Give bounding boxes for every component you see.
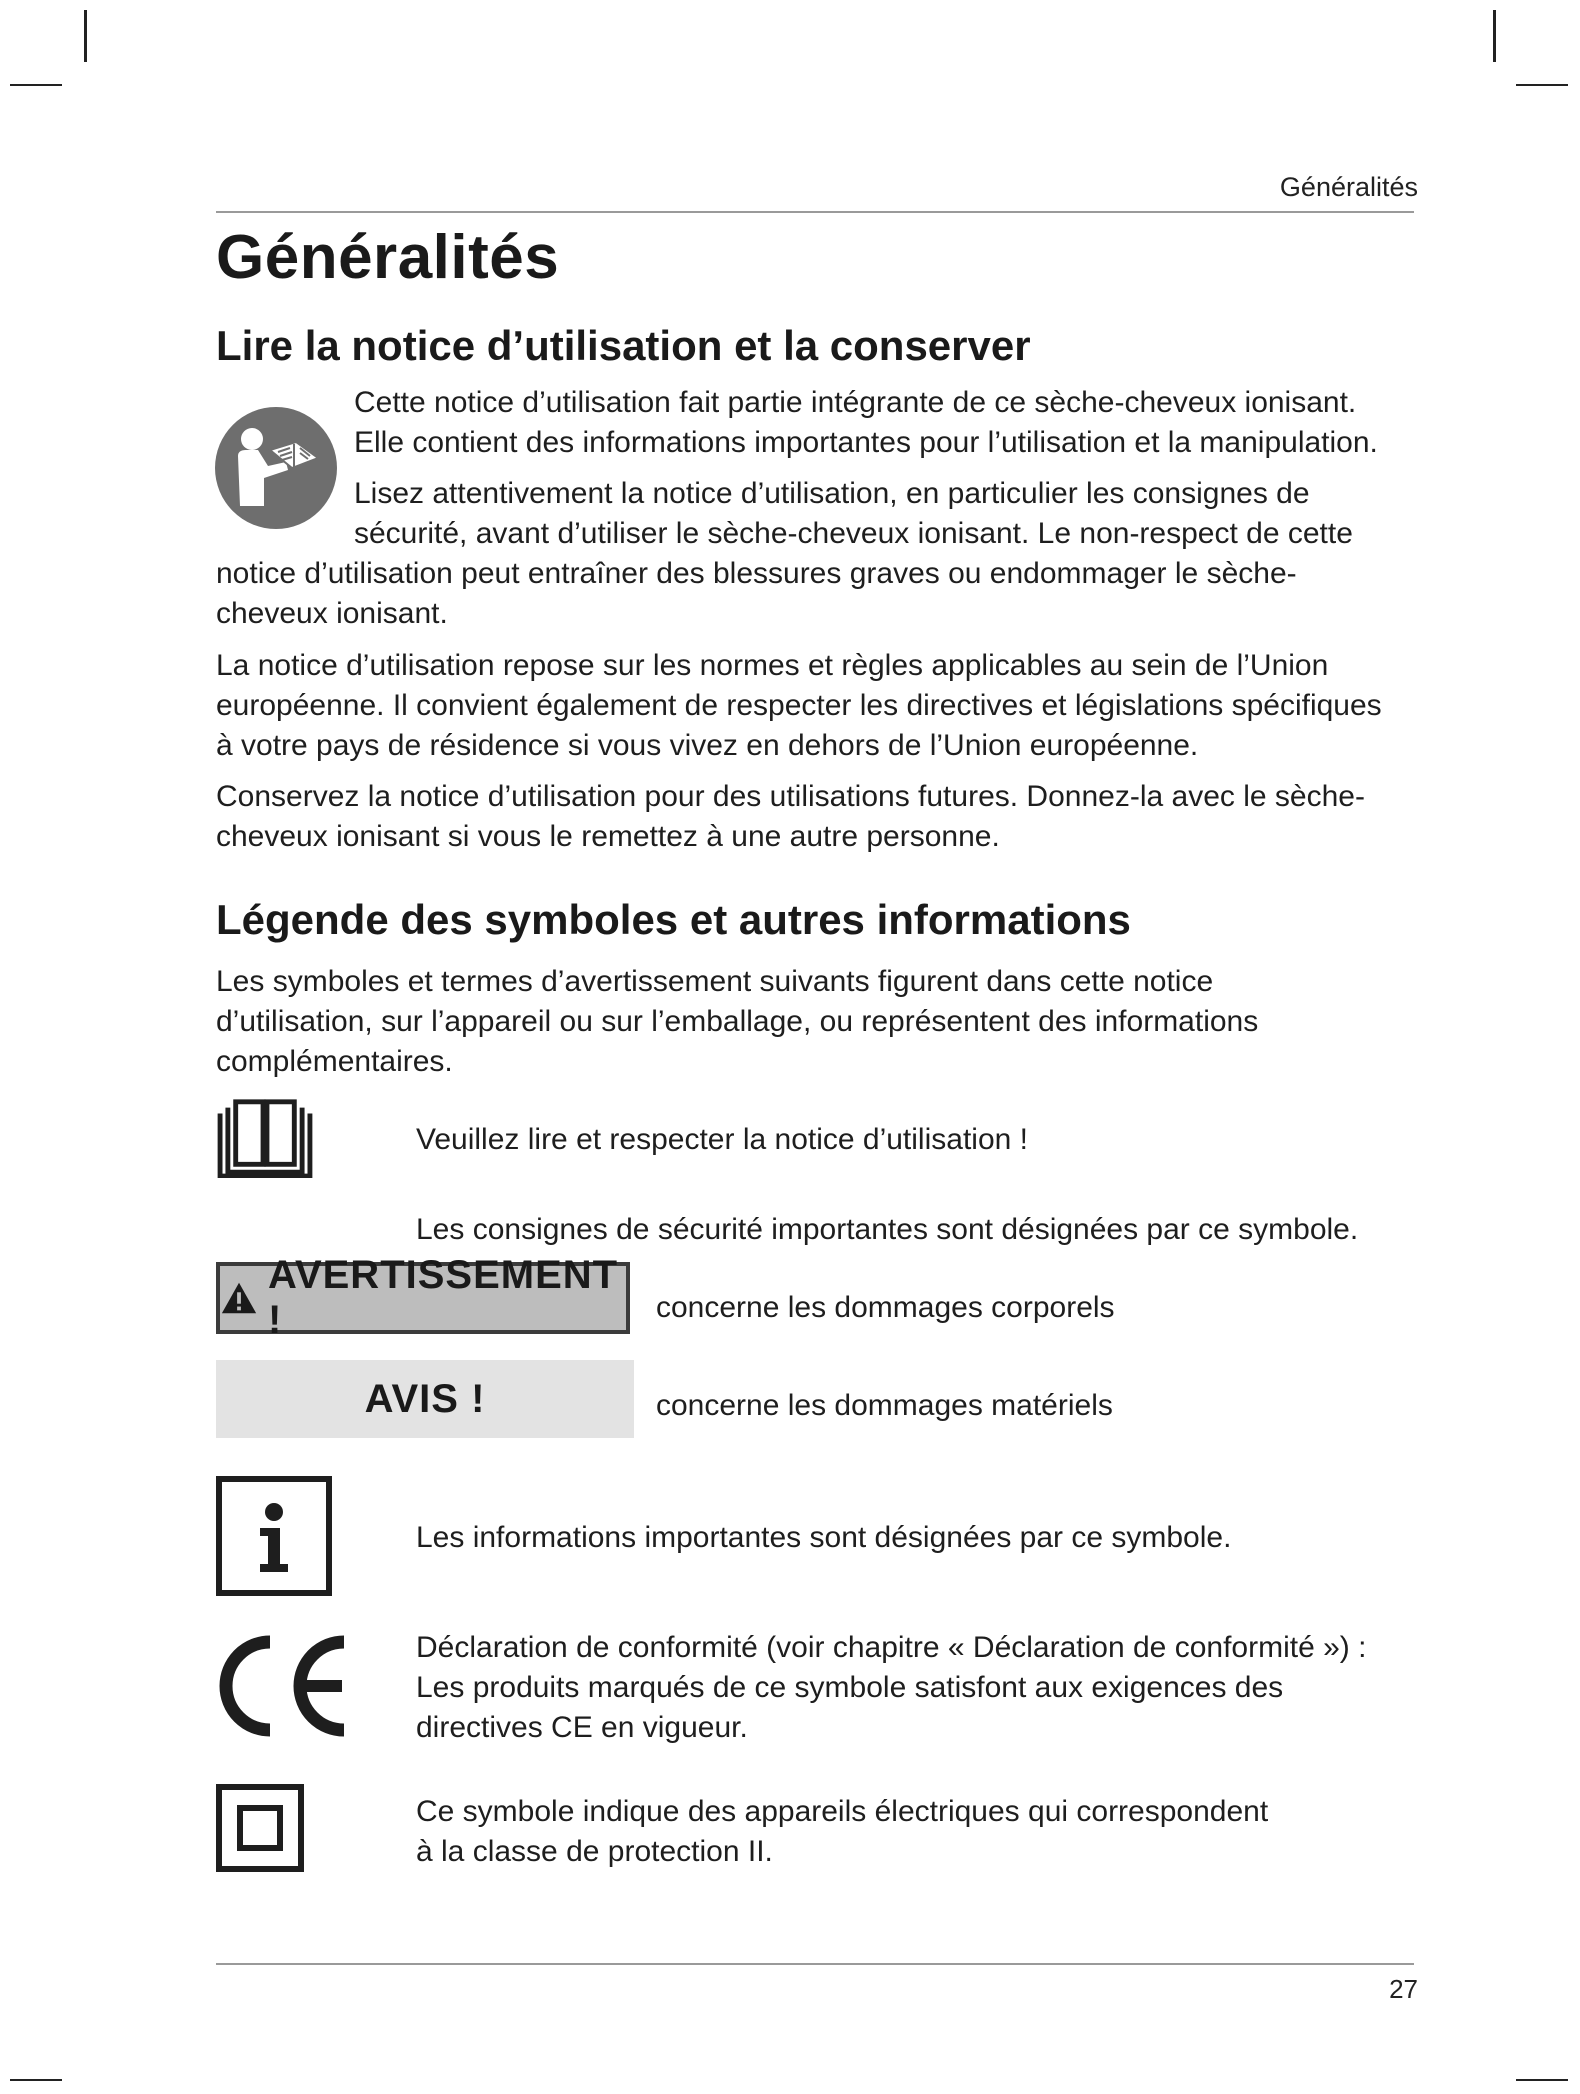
text-line: européenne. Il convient également de respecter les directives et législations spécifiques: [216, 689, 1382, 722]
class2-text: [416, 1792, 1268, 1872]
text-line: Les symboles et termes d’avertissement suivants figurent dans cette notice: [216, 965, 1214, 998]
read-carefully-paragraph: [216, 474, 1353, 634]
text-line: Les produits marqués de ce symbole satisfont aux exigences des: [416, 1671, 1284, 1704]
safety-intro-text: Les consignes de sécurité importantes sont désignées par ce symbole.: [416, 1213, 1359, 1246]
crop-mark: [10, 2079, 62, 2081]
warning-label-box: [216, 1253, 630, 1342]
warning-triangle-icon: [220, 1280, 258, 1316]
page-number: 27: [1389, 1974, 1418, 2004]
text-line: sécurité, avant d’utiliser le sèche-cheveux ionisant. Le non-respect de cette: [354, 517, 1353, 550]
open-book-icon: [216, 1094, 314, 1178]
text-line: directives CE en vigueur.: [416, 1711, 748, 1744]
info-text: Les informations importantes sont désignées par ce symbole.: [416, 1521, 1232, 1554]
text-line: d’utilisation, sur l’appareil ou sur l’emballage, ou représentent des informations: [216, 1005, 1259, 1038]
text-line: Lisez attentivement la notice d’utilisation, en particulier les consignes de: [354, 477, 1310, 510]
crop-mark: [1493, 10, 1496, 62]
header-rule: [216, 211, 1414, 213]
text-line: La notice d’utilisation repose sur les normes et règles applicables au sein de l’Union: [216, 649, 1329, 682]
warning-label: AVERTISSEMENT !: [268, 1253, 619, 1342]
notice-label: AVIS !: [364, 1376, 486, 1421]
text-line: Elle contient des informations importantes pour l’utilisation et la manipulation.: [354, 426, 1378, 459]
text-line: à la classe de protection II.: [416, 1835, 773, 1868]
read-manual-text: Veuillez lire et respecter la notice d’utilisation !: [416, 1123, 1028, 1156]
ce-text: [416, 1628, 1366, 1748]
text-line: complémentaires.: [216, 1045, 453, 1078]
ce-mark-icon: [214, 1634, 354, 1738]
text-line: cheveux ionisant si vous le remettez à une autre personne.: [216, 820, 1000, 853]
crop-mark: [1516, 2079, 1568, 2081]
text-line: cheveux ionisant.: [216, 597, 448, 630]
keep-manual-paragraph: [216, 777, 1365, 857]
section-heading-symbols: Légende des symboles et autres informations: [216, 896, 1131, 943]
section-heading-read-manual: Lire la notice d’utilisation et la conserver: [216, 322, 1031, 369]
text-line: Cette notice d’utilisation fait partie intégrante de ce sèche-cheveux ionisant.: [354, 386, 1357, 419]
intro-paragraph: [354, 383, 1378, 463]
crop-mark: [84, 10, 87, 62]
text-line: à votre pays de résidence si vous vivez en dehors de l’Union européenne.: [216, 729, 1199, 762]
text-line: Ce symbole indique des appareils électriques qui correspondent: [416, 1795, 1269, 1828]
text-line: Déclaration de conformité (voir chapitre « Déclaration de conformité ») :: [416, 1631, 1367, 1664]
notice-text: concerne les dommages matériels: [656, 1389, 1113, 1422]
info-icon: [216, 1476, 332, 1596]
crop-mark: [1516, 84, 1568, 86]
notice-label-box: [216, 1360, 634, 1438]
running-header: Généralités: [1279, 172, 1418, 202]
symbols-intro-paragraph: [216, 962, 1258, 1082]
crop-mark: [10, 84, 62, 86]
text-line: Conservez la notice d’utilisation pour des utilisations futures. Donnez-la avec le sèche-: [216, 780, 1365, 813]
text-line: notice d’utilisation peut entraîner des blessures graves ou endommager le sèche-: [216, 557, 1297, 590]
double-square-icon: [216, 1784, 304, 1872]
eu-rules-paragraph: [216, 646, 1382, 766]
warning-text: concerne les dommages corporels: [656, 1291, 1115, 1324]
footer-rule: [216, 1963, 1414, 1965]
page-title: Généralités: [216, 223, 560, 292]
